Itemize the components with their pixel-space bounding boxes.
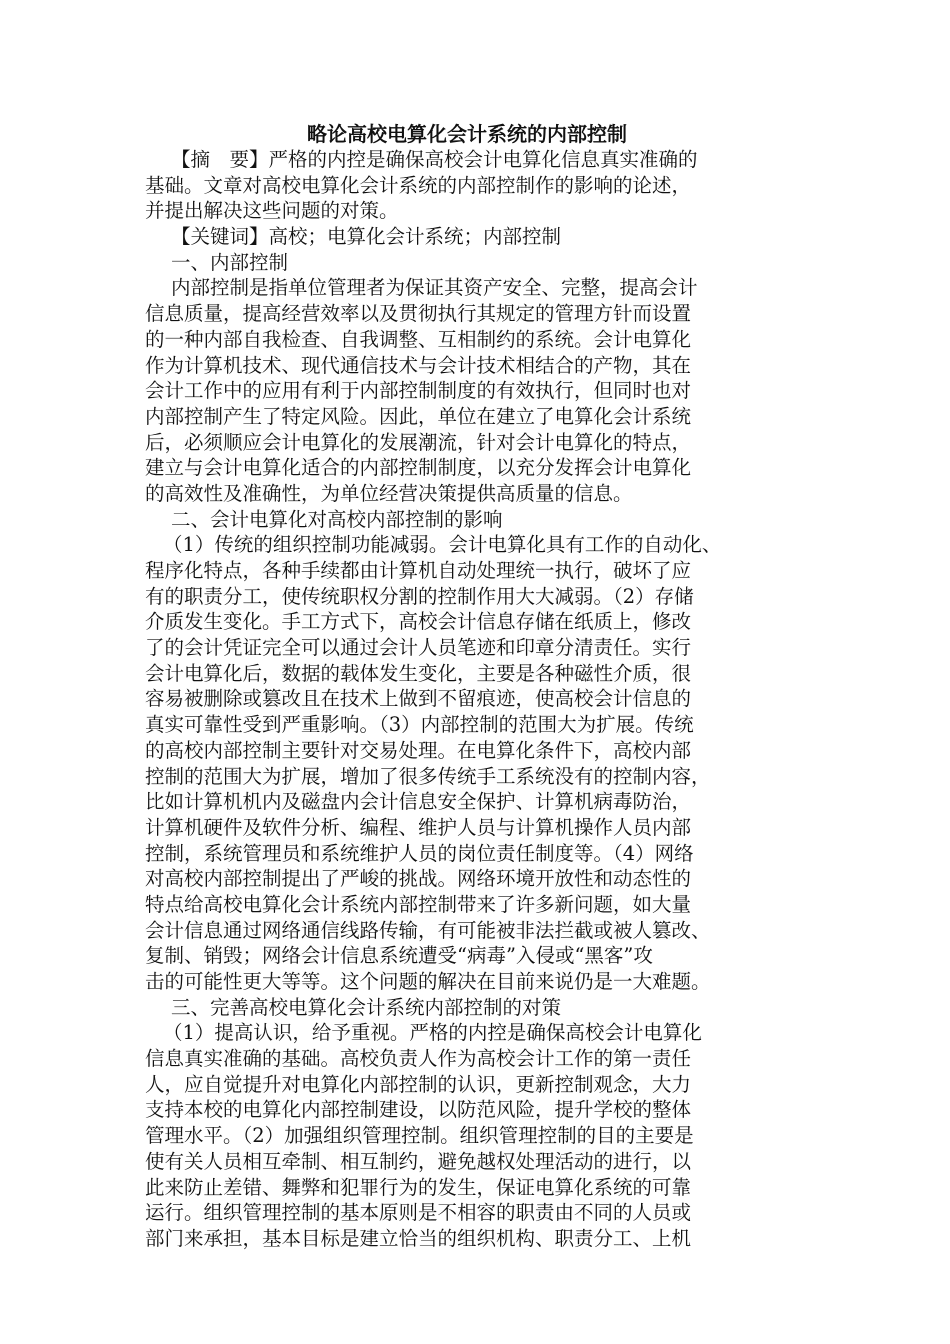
paragraph-line: 真实可靠性受到严重影响。（3）内部控制的范围大为扩展。传统: [145, 713, 694, 737]
section-heading-2: 二、会计电算化对高校内部控制的影响: [171, 507, 503, 531]
paragraph-line: 容易被删除或篡改且在技术上做到不留痕迹，使高校会计信息的: [145, 687, 692, 711]
paragraph-line: 的高效性及准确性，为单位经营决策提供高质量的信息。: [145, 481, 633, 505]
paragraph-line: 了的会计凭证完全可以通过会计人员笔迹和印章分清责任。实行: [145, 636, 692, 660]
paragraph-line: （1）传统的组织控制功能减弱。会计电算化具有工作的自动化、: [163, 533, 722, 557]
paragraph-line: 内部控制产生了特定风险。因此，单位在建立了电算化会计系统: [145, 404, 692, 428]
abstract-line: 【摘 要】严格的内控是确保高校会计电算化信息真实准确的: [171, 148, 698, 171]
paragraph-line: 运行。组织管理控制的基本原则是不相容的职责由不同的人员或: [145, 1201, 692, 1225]
paragraph-line: 支持本校的电算化内部控制建设，以防范风险，提升学校的整体: [145, 1098, 692, 1122]
section-heading-3: 三、完善高校电算化会计系统内部控制的对策: [171, 995, 562, 1019]
paragraph-line: 会计工作中的应用有利于内部控制制度的有效执行，但同时也对: [145, 379, 692, 403]
paragraph-line: （1）提高认识，给予重视。严格的内控是确保高校会计电算化: [163, 1021, 702, 1045]
paragraph-line: 作为计算机技术、现代通信技术与会计技术相结合的产物，其在: [145, 353, 692, 377]
paragraph-line: 比如计算机机内及磁盘内会计信息安全保护、计算机病毒防治，: [145, 790, 692, 814]
abstract-line: 并提出解决这些问题的对策。: [145, 199, 399, 223]
paragraph-line: 对高校内部控制提出了严峻的挑战。网络环境开放性和动态性的: [145, 867, 692, 891]
section-heading-1: 一、内部控制: [171, 250, 289, 274]
paragraph-line: 会计信息通过网络通信线路传输，有可能被非法拦截或被人篡改、: [145, 918, 711, 942]
paragraph-line: 此来防止差错、舞弊和犯罪行为的发生，保证电算化系统的可靠: [145, 1175, 692, 1199]
keywords-line: 【关键词】高校；电算化会计系统；内部控制: [171, 225, 562, 249]
document-title: 略论高校电算化会计系统的内部控制: [307, 122, 627, 146]
paragraph-line: 程序化特点，各种手续都由计算机自动处理统一执行，破坏了应: [145, 559, 692, 582]
paragraph-line: 介质发生变化。手工方式下，高校会计信息存储在纸质上，修改: [145, 610, 692, 634]
paragraph-line: 特点给高校电算化会计系统内部控制带来了许多新问题，如大量: [145, 892, 692, 916]
paragraph-line: 的高校内部控制主要针对交易处理。在电算化条件下，高校内部: [145, 738, 692, 762]
paragraph-line: 控制的范围大为扩展，增加了很多传统手工系统没有的控制内容，: [145, 764, 711, 788]
paragraph-line: 内部控制是指单位管理者为保证其资产安全、完整，提高会计: [171, 276, 698, 300]
paragraph-line: 建立与会计电算化适合的内部控制制度，以充分发挥会计电算化: [145, 456, 692, 480]
paragraph-line: 后，必须顺应会计电算化的发展潮流，针对会计电算化的特点，: [145, 430, 692, 454]
paragraph-line: 计算机硬件及软件分析、编程、维护人员与计算机操作人员内部: [145, 815, 692, 839]
paragraph-line: 人，应自觉提升对电算化内部控制的认识，更新控制观念，大力: [145, 1072, 692, 1096]
paragraph-line: 部门来承担，基本目标是建立恰当的组织机构、职责分工、上机: [145, 1226, 692, 1250]
paragraph-line: 复制、销毁；网络会计信息系统遭受“病毒”入侵或“黑客”攻: [145, 944, 653, 968]
paragraph-line: 信息质量，提高经营效率以及贯彻执行其规定的管理方针而设置: [145, 302, 692, 326]
paragraph-line: 的一种内部自我检查、自我调整、互相制约的系统。会计电算化: [145, 327, 692, 351]
paragraph-line: 管理水平。（2）加强组织管理控制。组织管理控制的目的主要是: [145, 1124, 694, 1148]
paragraph-line: 使有关人员相互牵制、相互制约，避免越权处理活动的进行，以: [145, 1149, 692, 1173]
paragraph-line: 击的可能性更大等等。这个问题的解决在目前来说仍是一大难题。: [145, 970, 711, 993]
paragraph-line: 有的职责分工，使传统职权分割的控制作用大大减弱。（2）存储: [145, 584, 694, 608]
document-body: [145, 147, 795, 1252]
abstract-line: 基础。文章对高校电算化会计系统的内部控制作的影响的论述，: [145, 173, 692, 197]
paragraph-line: 信息真实准确的基础。高校负责人作为高校会计工作的第一责任: [145, 1047, 692, 1071]
paragraph-line: 控制，系统管理员和系统维护人员的岗位责任制度等。（4）网络: [145, 841, 694, 865]
paragraph-line: 会计电算化后，数据的载体发生变化，主要是各种磁性介质，很: [145, 661, 692, 685]
